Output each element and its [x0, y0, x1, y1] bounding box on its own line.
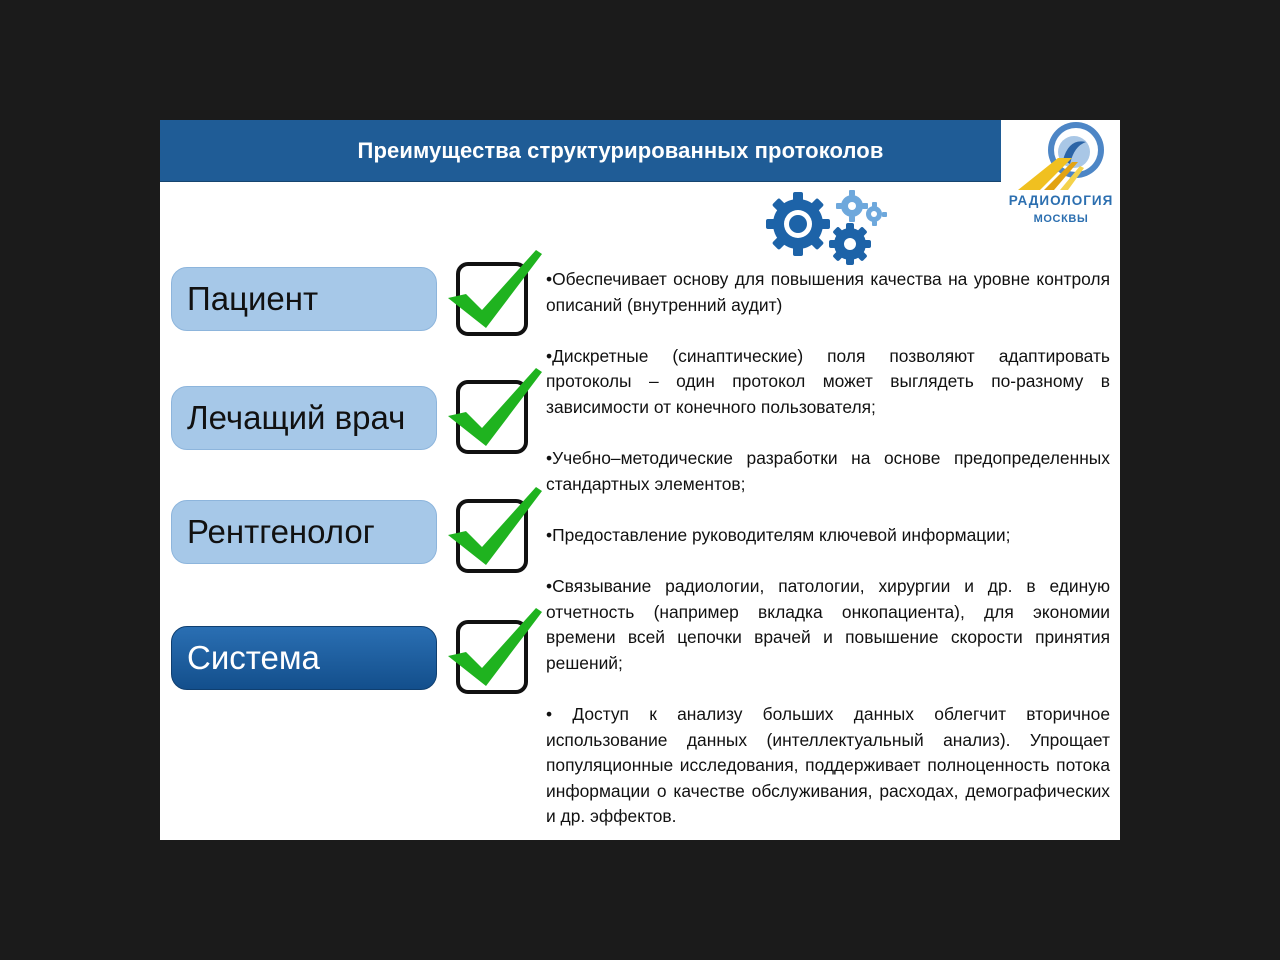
benefit-item: •Учебно–методические разработки на основе предопределенных стандартных элементов; — [546, 448, 1110, 494]
checkmark-icon — [442, 604, 546, 698]
checkmark-icon — [442, 364, 546, 458]
category-label: Рентгенолог — [187, 513, 375, 550]
benefit-item: •Обеспечивает основу для повышения качества на уровне контроля описаний (внутренний аудит) — [546, 269, 1110, 315]
title-bar — [160, 120, 1001, 182]
category-attending-doctor — [171, 386, 437, 450]
benefit-item: •Связывание радиологии, патологии, хирургии и др. в единую отчетность (например вкладка онкопациента), для экономии времени всей цепочки врачей и повышение скорости принятия решений; — [546, 576, 1110, 673]
logo-text-2: МОСКВЫ — [1033, 213, 1089, 225]
logo-text-1: РАДИОЛОГИЯ — [1008, 193, 1114, 208]
logo-emblem-icon — [1014, 120, 1108, 192]
benefit-item: • Доступ к анализу больших данных облегчит вторичное использование данных (интеллектуальный анализ). Упрощает популяционные исследования, поддерживает полноценность потока информации о качестве обслуживания, расходах, демографических и др. эффектов. — [546, 704, 1110, 827]
category-radiologist — [171, 500, 437, 564]
category-label: Система — [187, 639, 320, 676]
gears-icon — [764, 186, 894, 276]
category-patient — [171, 267, 437, 331]
benefit-item: •Предоставление руководителям ключевой информации; — [546, 524, 1011, 545]
category-label: Пациент — [187, 280, 319, 317]
logo — [1002, 120, 1120, 230]
benefit-item: •Дискретные (синаптические) поля позволяют адаптировать протоколы – один протокол может выглядеть по-разному в зависимости от конечного пользователя; — [546, 345, 1110, 417]
benefits-list — [546, 267, 1110, 830]
checkmark-icon — [442, 246, 546, 340]
checkmark-icon — [442, 483, 546, 577]
category-label: Лечащий врач — [187, 399, 406, 436]
slide-title: Преимущества структурированных протоколов — [357, 137, 884, 163]
category-system — [171, 626, 437, 690]
presentation-slide — [160, 120, 1120, 840]
